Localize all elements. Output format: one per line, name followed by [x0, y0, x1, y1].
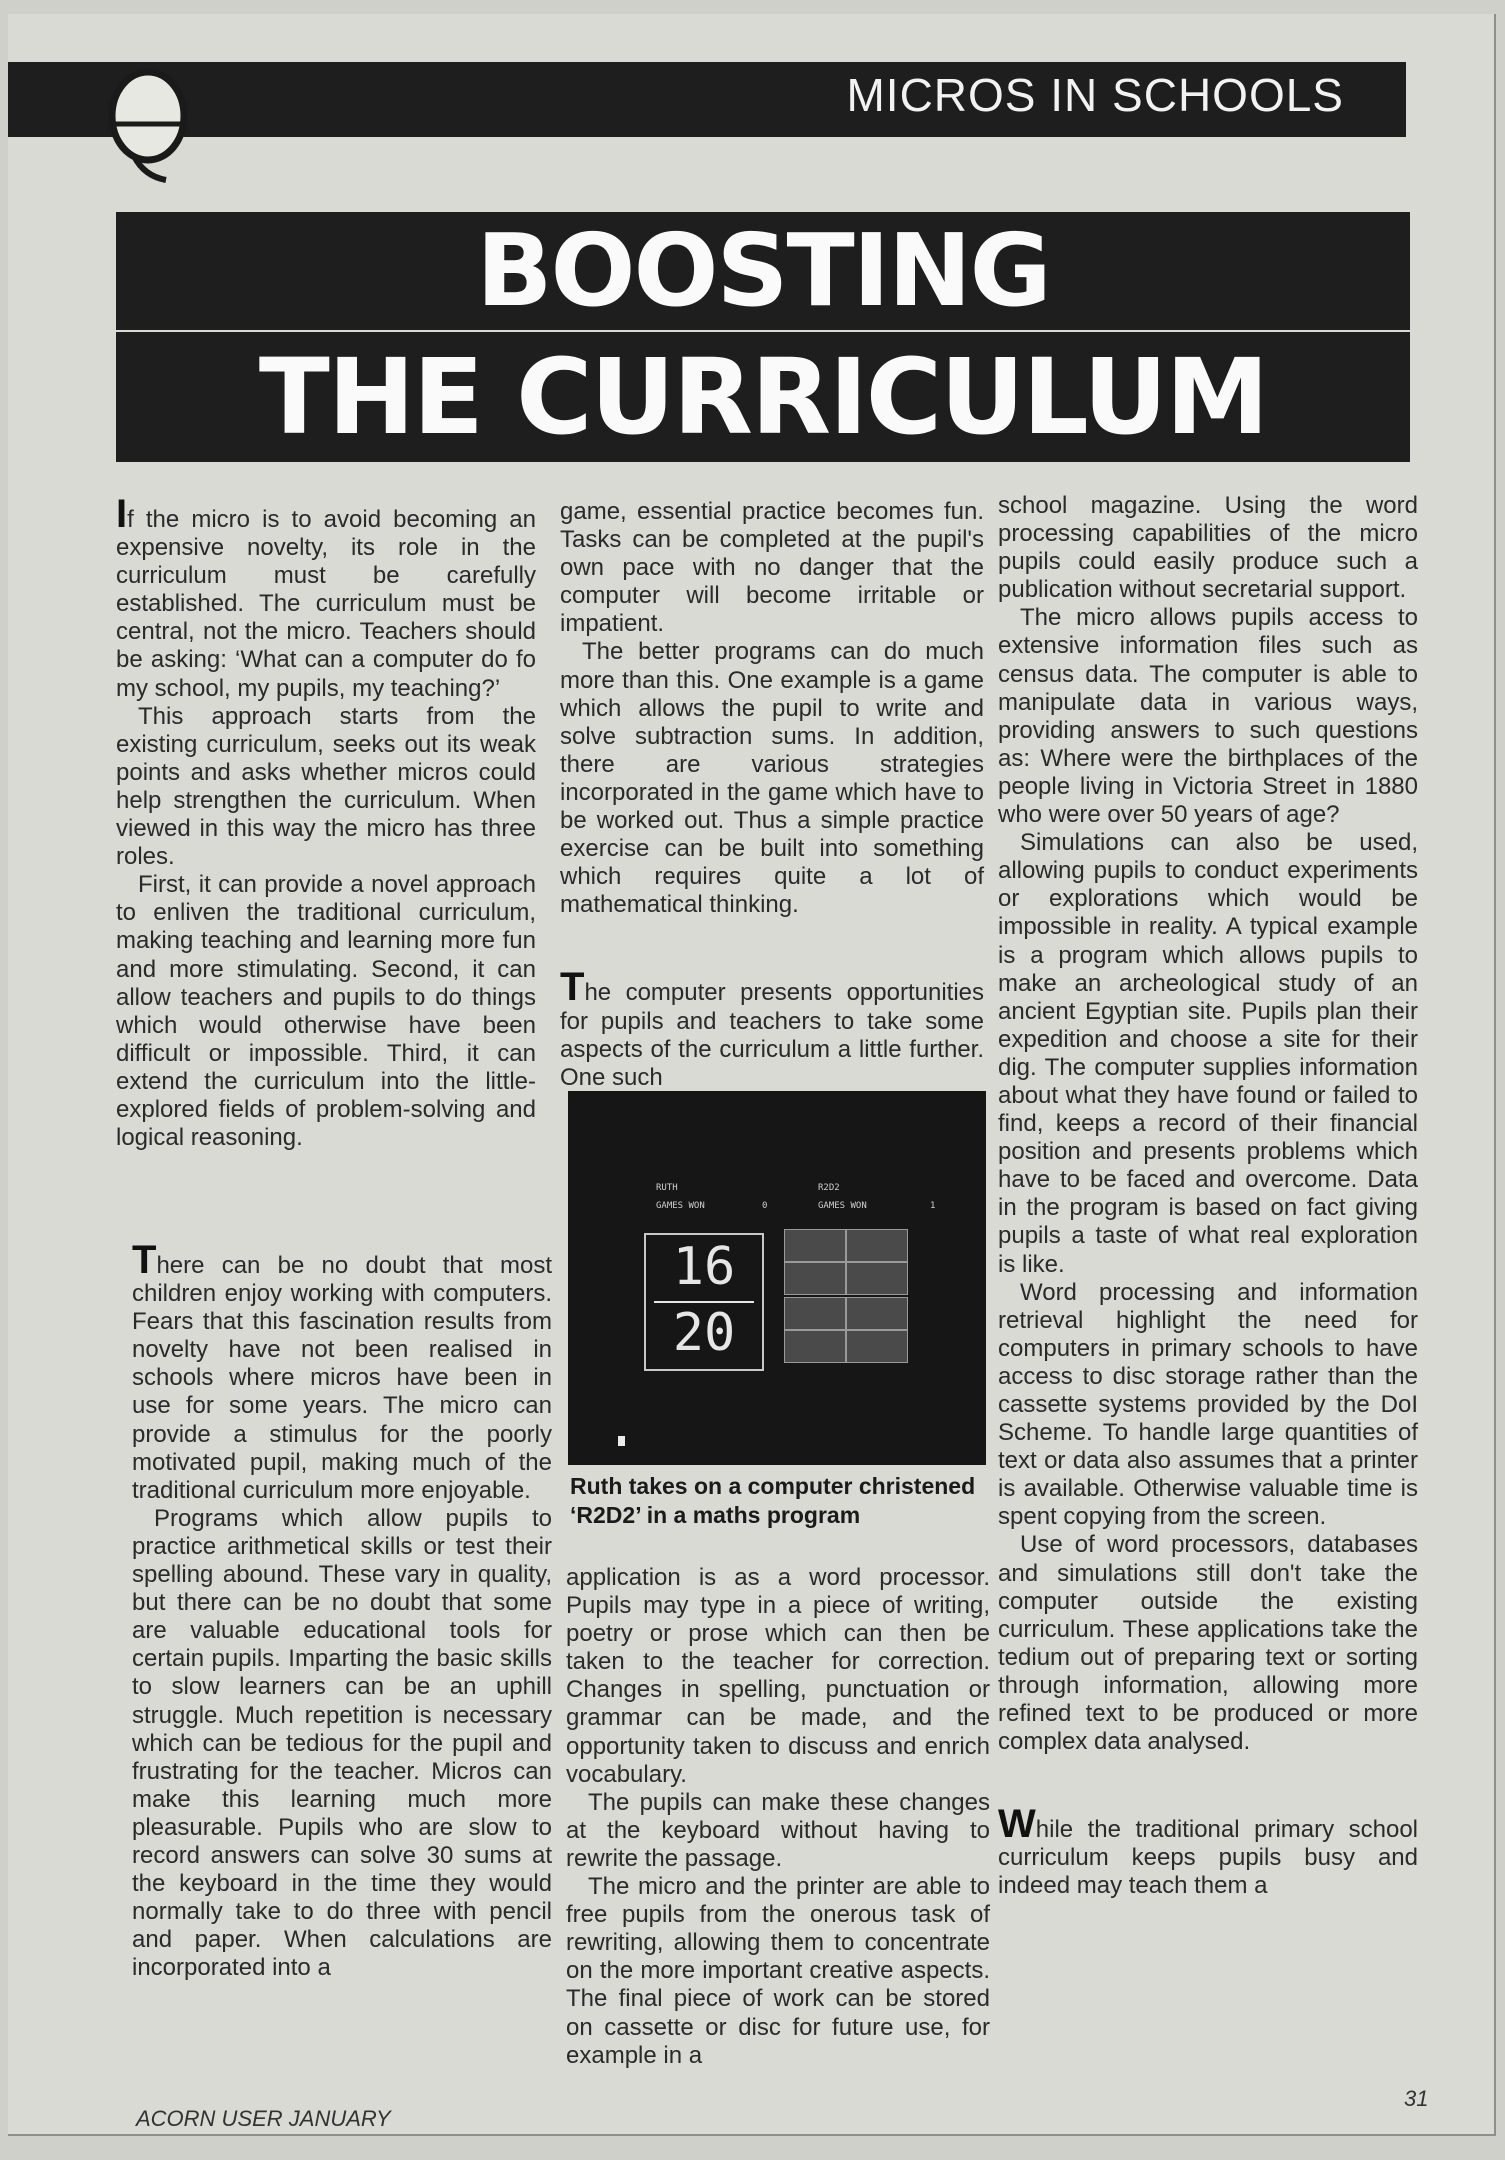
grid-cell — [784, 1229, 846, 1262]
paragraph: application is as a word processor. Pupils may type in a piece of writing, poetry or prose which can then be taken to the teacher for correction. Changes in spelling, punctuation or grammar can be made, and the opportunity taken to discuss and enrich vocabulary. — [566, 1564, 990, 1788]
paragraph: Simulations can also be used, allowing pupils to conduct experiments or explorations which would be impossible in reality. A typical example is a program which allows pupils to make an archeological study of an ancient Egyptian site. Pupils plan their expedition and choose a site for their dig. The computer supplies information about what they have found or failed to find, keeps a record of their financial position and presents problems which have to be faced and overcome. Data in the program is based on fact giving pupils a taste of what real exploration is like. — [998, 829, 1418, 1278]
paragraph: f the micro is to avoid becoming an expensive novelty, its role in the curriculum must be carefully established. The curriculum must be central, not the micro. Teachers should be asking: ‘What can a computer do fo my school, my pupils, my teaching?’ — [116, 506, 536, 702]
section-header-bar — [8, 62, 1406, 137]
paragraph: This approach starts from the existing curriculum, seeks out its weak points and asks whether micros could help strengthen the curriculum. When viewed in this way the micro has three roles. — [116, 702, 536, 871]
column-3 — [998, 492, 1418, 1901]
grid-cell — [846, 1330, 908, 1363]
grid-cell — [784, 1330, 846, 1363]
column-1-top — [116, 492, 536, 1152]
publication-footer: ACORN USER JANUARY — [136, 2106, 391, 2131]
paragraph: here can be no doubt that most children enjoy working with computers. Fears that this fascination results from novelty have not been realised in schools where micros have been in use for some years. The micro can provide a stimulus for the poorly motivated pupil, making much of the traditional curriculum more enjoyable. — [132, 1252, 552, 1504]
paragraph: First, it can provide a novel approach to enliven the traditional curriculum, making teaching and learning more fun and more stimulating. Second, it can allow teachers and pupils to do things which would otherwise have been difficult or impossible. Third, it can extend the curriculum into the little-explored fields of problem-solving and logical reasoning. — [116, 871, 536, 1152]
column-2-top — [560, 498, 984, 1092]
player-2-wins: 1 — [930, 1201, 936, 1211]
paragraph: Word processing and information retrieval highlight the need for computers in primary schools to have access to disc storage rather than the cassette systems provided by the DoI Scheme. To handle large quantities of text or data also assumes that a printer is available. Otherwise valuable time is spent copying from the screen. — [998, 1278, 1418, 1531]
paragraph: game, essential practice becomes fun. Tasks can be completed at the pupil's own pace with no danger that the computer will become irritable or impatient. — [560, 498, 984, 638]
player-1-name: RUTH — [656, 1183, 678, 1193]
denominator: 20 — [672, 1303, 736, 1363]
headline-line-1: BOOSTING — [116, 212, 1410, 330]
grid-cell — [784, 1297, 846, 1330]
player-1-games-label: GAMES WON — [656, 1201, 705, 1211]
grid-cell — [784, 1262, 846, 1295]
screenshot-figure — [568, 1091, 986, 1465]
column-1-bottom — [132, 1238, 552, 1982]
paragraph: Programs which allow pupils to practice arithmetical skills or test their spelling abound. These vary in quality, but there can be no doubt that some are valuable educational tools for certain pupils. Imparting the basic skills to slow learners can be an uphill struggle. Much repetition is necessary which can be tedious for the pupil and frustrating for the teacher. Micros can make this learning much more pleasurable. Pupils who are slow to record answers can solve 30 sums at the keyboard in the time they would normally take to do three with pencil and paper. When calculations are incorporated into a — [132, 1504, 552, 1982]
screen-cursor — [618, 1436, 625, 1446]
paragraph: Use of word processors, databases and simulations still don't take the computer outside the existing curriculum. These applications take the tedium out of preparing text or sorting through information, allowing more refined text to be produced or more complex data analysed. — [998, 1531, 1418, 1756]
player-2-games-label: GAMES WON — [818, 1201, 867, 1211]
numerator: 16 — [672, 1237, 736, 1297]
paragraph: school magazine. Using the word processing capabilities of the micro pupils could easily produce such a publication without secretarial support. — [998, 492, 1418, 604]
grid-cell — [846, 1229, 908, 1262]
drop-cap: I — [116, 492, 128, 536]
grid-cell — [846, 1297, 908, 1330]
section-title: MICROS IN SCHOOLS — [846, 69, 1344, 121]
page-number: 31 — [1404, 2086, 1429, 2111]
paragraph: The pupils can make these changes at the keyboard without having to rewrite the passage. — [566, 1788, 990, 1872]
paragraph: The micro and the printer are able to free pupils from the onerous task of rewriting, allowing them to concentrate on the more important creative aspects. The final piece of work can be stored on cassette or disc for future use, for example in a — [566, 1873, 990, 2069]
column-2-bottom — [566, 1564, 990, 2070]
drop-cap: T — [560, 965, 585, 1010]
drop-cap: W — [998, 1802, 1036, 1847]
figure-caption: Ruth takes on a computer christened ‘R2D2’ in a maths program — [570, 1473, 976, 1528]
paragraph: hile the traditional primary school curriculum keeps pupils busy and indeed may teach them a — [998, 1816, 1418, 1900]
acorn-user-logo-icon — [104, 64, 194, 184]
fraction-box — [644, 1233, 764, 1371]
player-2-name: R2D2 — [818, 1183, 840, 1193]
grid-cell — [846, 1262, 908, 1295]
magazine-page — [8, 14, 1496, 2136]
paragraph: The better programs can do much more than this. One example is a game which allows the pupil to write and solve subtraction sums. In addition, there are various strategies incorporated in the game which have to be worked out. Thus a simple practice exercise can be built into something which requires quite a lot of mathematical thinking. — [560, 638, 984, 919]
paragraph: The micro allows pupils access to extensive information files such as census data. The computer is able to manipulate data in various ways, providing answers to such questions as: Where were the birthplaces of the people living in Victoria Street in 1880 who were over 50 years of age? — [998, 604, 1418, 829]
player-1-wins: 0 — [762, 1201, 768, 1211]
headline-line-2: THE CURRICULUM — [116, 332, 1410, 462]
answer-grid — [784, 1229, 908, 1363]
paragraph: he computer presents opportunities for pupils and teachers to take some aspects of the curriculum a little further. One such — [560, 979, 984, 1091]
drop-cap: T — [132, 1238, 157, 1282]
